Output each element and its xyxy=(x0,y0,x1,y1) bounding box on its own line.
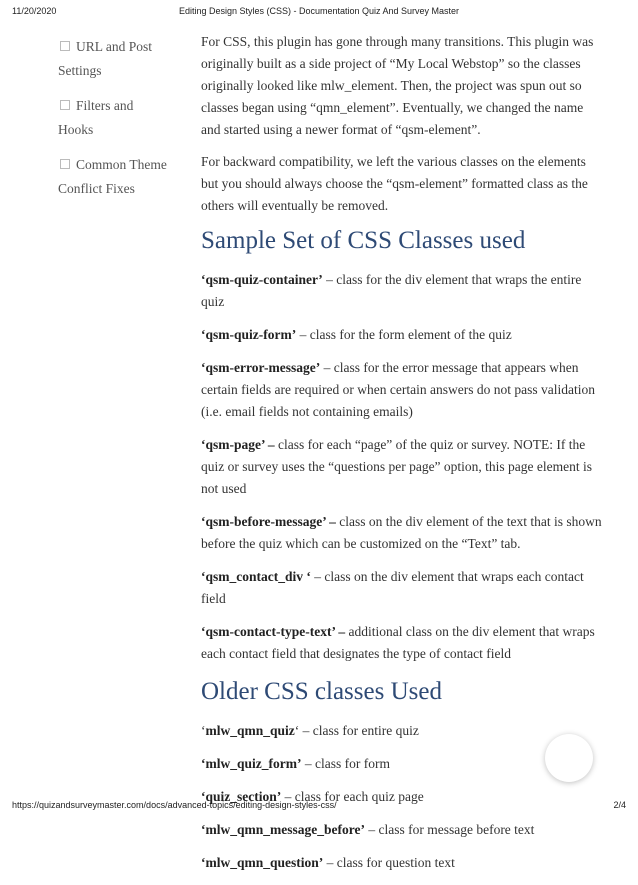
class-name: ‘qsm-error-message’ xyxy=(201,360,321,375)
class-name: ‘mlw_quiz_form’ xyxy=(201,756,302,771)
class-desc: – class for form xyxy=(301,756,390,771)
toc-item-url-post-settings[interactable] xyxy=(58,35,183,83)
heading-older-classes: Older CSS classes Used xyxy=(201,678,442,705)
class-desc: – class for message before text xyxy=(364,822,535,837)
class-desc: – class for entire quiz xyxy=(299,723,419,738)
class-definition xyxy=(201,324,606,346)
class-name: ‘mlw_qmn_message_before’ xyxy=(201,822,365,837)
print-title: Editing Design Styles (CSS) - Documentation Quiz And Survey Master xyxy=(178,6,460,16)
class-desc: – class for the div element that wraps the entire quiz xyxy=(201,272,582,309)
toc-label-line2: Hooks xyxy=(58,122,94,137)
class-desc: additional class on the div element that wraps each contact field that designates the type of contact field xyxy=(201,624,595,661)
toc-label-line2: Settings xyxy=(58,63,102,78)
intro-paragraph: For CSS, this plugin has gone through many transitions. This plugin was originally built as a side project of “My Local Webstop” so the classes originally looked like mlw_element. Then, the project was spun out so classes began using “qmn_element”. Eventually, we changed the name and started using a newer format of “qsm-element”. xyxy=(201,34,594,137)
print-header xyxy=(0,6,638,20)
class-definition xyxy=(201,434,606,500)
checkbox-icon xyxy=(60,41,70,51)
old-class-definition xyxy=(201,720,606,742)
class-desc: – class for the error message that appears when certain fields are required or when certain answers do not pass validation (i.e. email fields not containing emails) xyxy=(201,360,595,419)
class-desc: – class for each quiz page xyxy=(281,789,424,804)
heading-sample-classes: Sample Set of CSS Classes used xyxy=(201,227,526,254)
compat-paragraph: For backward compatibility, we left the various classes on the elements but you should always choose the “qsm-element” formatted class as the others will eventually be removed. xyxy=(201,154,588,213)
print-url: https://quizandsurveymaster.com/docs/advanced-topics/editing-design-styles-css/ xyxy=(12,800,337,810)
class-name: ‘qsm_contact_div ‘ xyxy=(201,569,311,584)
class-name: ‘qsm-quiz-form’ xyxy=(201,327,297,342)
toc-label-line2: Conflict Fixes xyxy=(58,181,135,196)
toc-item-theme-conflict[interactable] xyxy=(58,153,183,201)
class-name: ‘qsm-contact-type-text’ – xyxy=(201,624,346,639)
quote-open: ‘ xyxy=(201,723,206,738)
class-desc: – class for the form element of the quiz xyxy=(296,327,512,342)
class-name: ‘mlw_qmn_question’ xyxy=(201,855,324,870)
toc-item-filters-hooks[interactable] xyxy=(58,94,183,142)
class-name: ‘qsm-quiz-container’ xyxy=(201,272,323,287)
class-desc: – class on the div element that wraps each contact field xyxy=(201,569,584,606)
class-name: ‘quiz_section’ xyxy=(201,789,282,804)
checkbox-icon xyxy=(60,100,70,110)
class-definition xyxy=(201,566,606,610)
print-footer xyxy=(0,800,638,814)
old-class-definition xyxy=(201,852,606,874)
print-page-number: 2/4 xyxy=(613,800,626,810)
class-definition xyxy=(201,357,606,423)
class-name: ‘qsm-before-message’ – xyxy=(201,514,336,529)
checkbox-icon xyxy=(60,159,70,169)
toc-label-line1: URL and Post xyxy=(76,39,153,54)
toc-label-line1: Filters and xyxy=(76,98,134,113)
class-definition xyxy=(201,269,606,313)
class-definition xyxy=(201,621,606,665)
class-definition xyxy=(201,511,606,555)
print-date: 11/20/2020 xyxy=(12,6,57,16)
toc-label-line1: Common Theme xyxy=(76,157,167,172)
class-desc: – class for question text xyxy=(323,855,455,870)
floating-chat-button[interactable] xyxy=(545,734,593,782)
class-desc: class for each “page” of the quiz or survey. NOTE: If the quiz or survey uses the “questions per page” option, this page element is not used xyxy=(201,437,593,496)
old-class-definition xyxy=(201,819,606,841)
quote-close: ‘ xyxy=(294,723,300,738)
sidebar-toc xyxy=(58,35,183,212)
class-desc: class on the div element of the text that is shown before the quiz which can be customized on the “Text” tab. xyxy=(201,514,602,551)
class-name: ‘qsm-page’ – xyxy=(201,437,275,452)
class-name: mlw_qmn_quiz xyxy=(205,723,295,738)
